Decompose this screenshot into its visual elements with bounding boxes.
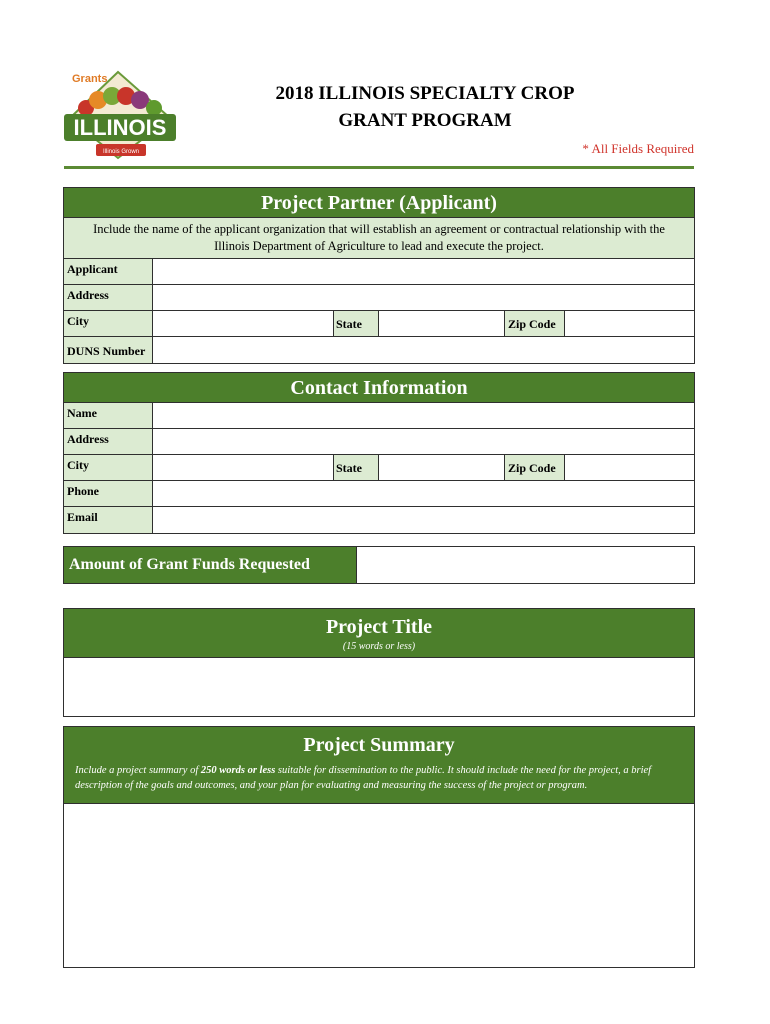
- contact-address-field[interactable]: [153, 429, 694, 454]
- partner-city-label: City: [64, 311, 153, 336]
- contact-city-label: City: [64, 455, 153, 480]
- partner-city-field[interactable]: [153, 311, 334, 336]
- contact-city-row: [64, 455, 694, 481]
- contact-information-section: [63, 372, 695, 534]
- partner-city-row: [64, 311, 694, 337]
- applicant-row: [64, 259, 694, 285]
- contact-name-label: Name: [64, 403, 153, 428]
- partner-zip-label: Zip Code: [505, 311, 565, 336]
- project-summary-description: [64, 759, 694, 803]
- applicant-label: Applicant: [64, 259, 153, 284]
- title-line-1: 2018 ILLINOIS SPECIALTY CROP: [275, 83, 575, 104]
- project-title-heading: Project Title: [325, 616, 433, 638]
- contact-state-label: State: [334, 455, 379, 480]
- partner-address-row: [64, 285, 694, 311]
- illinois-grants-logo: [62, 70, 180, 160]
- grant-amount-label: Amount of Grant Funds Requested: [64, 547, 357, 583]
- title-line-2: GRANT PROGRAM: [338, 110, 512, 131]
- contact-state-field[interactable]: [379, 455, 505, 480]
- project-title-sub: (15 words or less): [342, 641, 416, 652]
- project-title-header: [64, 609, 694, 658]
- duns-field[interactable]: [153, 337, 694, 363]
- project-partner-note: Include the name of the applicant organization that will establish an agreement or contractual relationship with the Illinois Department of Agriculture to lead and execute the project.: [64, 218, 694, 259]
- contact-phone-row: [64, 481, 694, 507]
- partner-zip-field[interactable]: [565, 311, 694, 336]
- grant-amount-field[interactable]: [357, 547, 694, 583]
- contact-phone-label: Phone: [64, 481, 153, 506]
- required-note: * All Fields Required: [582, 141, 694, 156]
- contact-address-row: [64, 429, 694, 455]
- partner-address-label: Address: [64, 285, 153, 310]
- contact-name-row: [64, 403, 694, 429]
- header-divider: [64, 166, 694, 169]
- contact-email-field[interactable]: [153, 507, 694, 533]
- project-summary-section: [63, 726, 695, 968]
- contact-name-field[interactable]: [153, 403, 694, 428]
- logo-grants-text: Grants: [72, 73, 108, 85]
- project-summary-field[interactable]: [64, 804, 694, 967]
- project-title-section: [63, 608, 695, 717]
- project-partner-heading: Project Partner (Applicant): [64, 188, 694, 218]
- logo-ribbon-text: Illinois Grown: [102, 149, 140, 155]
- contact-email-label: Email: [64, 507, 153, 533]
- page-title: [240, 80, 610, 134]
- applicant-field[interactable]: [153, 259, 694, 284]
- contact-city-field[interactable]: [153, 455, 334, 480]
- project-summary-header: [64, 727, 694, 804]
- project-title-field[interactable]: [64, 658, 694, 716]
- project-summary-heading: Project Summary: [303, 734, 455, 756]
- summary-desc-bold: 250 words or less: [200, 765, 276, 776]
- contact-information-heading: Contact Information: [64, 373, 694, 403]
- contact-address-label: Address: [64, 429, 153, 454]
- partner-address-field[interactable]: [153, 285, 694, 310]
- partner-state-field[interactable]: [379, 311, 505, 336]
- contact-zip-label: Zip Code: [505, 455, 565, 480]
- summary-desc-suffix: suitable for dissemination to the public. It should include the need for the project, a brief description of the goals and outcomes, and your plan for evaluating and measuring the success of the project or program.: [75, 765, 652, 791]
- contact-email-row: [64, 507, 694, 533]
- summary-desc-prefix: Include a project summary of: [75, 765, 201, 776]
- contact-zip-field[interactable]: [565, 455, 694, 480]
- grant-amount-row: [63, 546, 695, 584]
- logo-state-text: ILLINOIS: [73, 115, 167, 140]
- duns-label: DUNS Number: [64, 337, 153, 363]
- duns-row: [64, 337, 694, 363]
- project-partner-section: [63, 187, 695, 364]
- contact-phone-field[interactable]: [153, 481, 694, 506]
- partner-state-label: State: [334, 311, 379, 336]
